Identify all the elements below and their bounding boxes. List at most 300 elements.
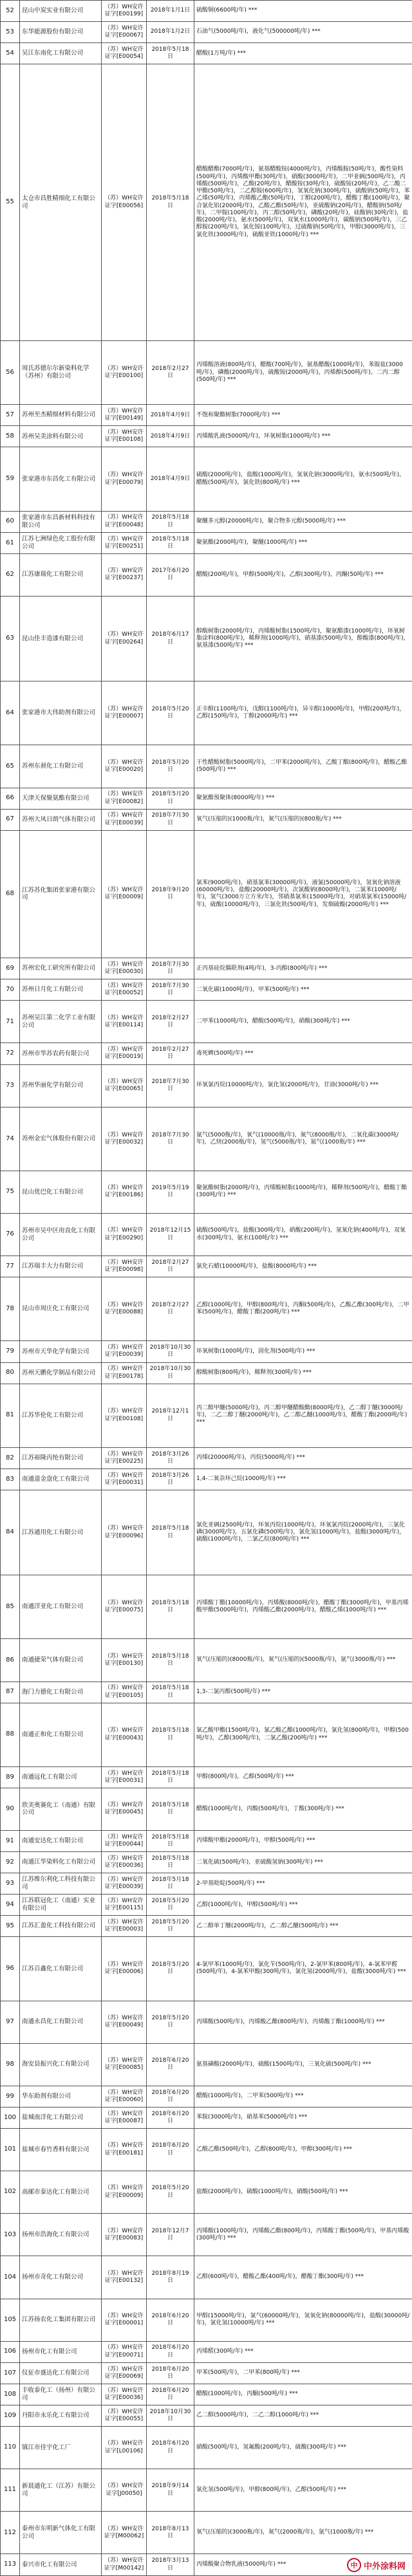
cell-company: 苏州东昶化工有限公司 [20,745,102,788]
cell-company: 南通江华染料化工有限公司 [20,1852,102,1873]
watermark-text: 中外涂料网 [363,2561,406,2571]
cell-company: 张家港市东昌化工有限公司 [20,447,102,511]
cell-no: 75 [1,1171,20,1213]
cell-no: 99 [1,2086,20,2107]
cell-products: 醋酸(1000吨/年)，丙酮(500吨/年) *** [194,2384,412,2405]
cell-products: 丙烯酸溶液(800吨/年)，醋酸(700吨/年)，氨基醋酸(1000吨/年)，苯胺盐(3000吨/年)，磷酸(2000吨/年)，硫酸铵(2000吨/年)，丙烯醇(500吨/年)，二丙二醇(500吨/年) *** [194,341,412,405]
cell-no: 80 [1,1362,20,1384]
cell-company: 海安县振兴化工有限公司 [20,2043,102,2086]
cell-no: 66 [1,788,20,809]
cell-permit: （苏）WH安许证字[E00055] [102,2405,147,2426]
cell-no: 54 [1,43,20,64]
cell-permit: （苏）WH安许证字[E00049] [102,2001,147,2043]
cell-products: 环氧氯丙烷(10000吨/年)，氯化氢(2000吨/年)，甘油(3000吨/年) *** [194,1064,412,1107]
cell-date: 2018年5月20日 [147,788,194,809]
table-row [1,1171,412,1213]
cell-date: 2018年5月18日 [147,1766,194,1788]
cell-products: 乙二醇单丁醚(2000吨/年)，乙二醇乙醚(500吨/年) *** [194,1916,412,1937]
cell-permit: （苏）WH安许证字[E00108] [102,1384,147,1447]
table-row [1,788,412,809]
table-row [1,1,412,22]
cell-products: 醇酸树脂(2000吨/年)，丙烯酸树脂(1500吨/年)，聚氨酯漆(1000吨/年)，环氧树脂涂料(800吨/年)，稀释剂(1000吨/年)，硝基漆(500吨/年)，醇酸漆(800吨/年)，氨基漆(500吨/年) *** [194,596,412,681]
table-row [1,809,412,830]
cell-company: 天津天保聚氨酯有限公司 [20,788,102,809]
cell-no: 64 [1,681,20,745]
cell-no: 78 [1,1277,20,1341]
cell-company: 苏州市吴中区甪直化工有限公司 [20,1214,102,1256]
cell-products: 醋酸(200吨/年)，甲醇(500吨/年)，乙醇(300吨/年)，丙酮(50吨/年) *** [194,553,412,596]
cell-permit: （苏）WH安许证字[E00098] [102,1256,147,1277]
cell-products: 二甲苯(1000吨/年)，醋酸(500吨/年)，硝酸(300吨/年) *** [194,1001,412,1043]
cell-products: 乙醇(1000吨/年)，甲醇(500吨/年) *** [194,1895,412,1916]
table-row [1,1682,412,1703]
cell-products: 甲醇(15000吨/年)，氯气(60000吨/年)，氢氧化钠(80000吨/年)，盐酸(30000吨/年)，氯化氢(10000吨/年) *** [194,2299,412,2341]
table-row [1,2128,412,2171]
table-row [1,1766,412,1788]
cell-permit: （苏）WH安许证字[E00181] [102,2128,147,2171]
cell-no: 100 [1,2107,20,2128]
cell-permit: （苏）WH安许证字[E00006] [102,1937,147,2001]
cell-permit: （苏）WH安许证字[E00039] [102,1873,147,1895]
cell-company: 仪征市盛达化工有限公司 [20,2362,102,2384]
cell-company: 张家港市东昌新材料科技有限公司 [20,511,102,532]
cell-date: 2018年10月30日 [147,2405,194,2426]
cell-permit: （苏）WH安许证字[E00088] [102,1277,147,1341]
cell-company: 南通捷荣气体有限公司 [20,1639,102,1682]
cell-company: 苏州吴江第二化学工业有限公司 [20,1001,102,1043]
cell-date: 2018年5月20日 [147,745,194,788]
cell-company: 江苏扬农化工集团有限公司 [20,2299,102,2341]
cell-no: 96 [1,1937,20,2001]
table-row [1,341,412,405]
cell-company: 泰州市东明新气体化工有限公司 [20,2512,102,2554]
cell-no: 65 [1,745,20,788]
cell-company: 江苏苏化集团张家港有限公司 [20,830,102,958]
cell-no: 59 [1,447,20,511]
cell-date: 2018年12月15日 [147,1214,194,1256]
cell-date: 2018年5月18日 [147,1575,194,1639]
cell-date: 2018年3月26日 [147,1447,194,1469]
cell-company: 丹阳市永乐化工有限公司 [20,2405,102,2426]
cell-date: 2018年2月27日 [147,1001,194,1043]
table-row [1,532,412,553]
cell-no: 58 [1,426,20,447]
cell-company: 南通安达化工有限公司 [20,1831,102,1852]
cell-no: 113 [1,2554,20,2576]
cell-products: 不饱和聚酯树脂(7000吨/年) *** [194,405,412,426]
cell-company: 南通道金盘化工有限公司 [20,1469,102,1490]
cell-date: 2018年5月18日 [147,1682,194,1703]
cell-products: 干性醋酸树脂(5000吨/年)，二甲苯(2000吨/年)，乙酸丁酯(800吨/年)，醋酸乙酯(500吨/年) *** [194,745,412,788]
cell-permit: （苏）WH安许证字[E00149] [102,405,147,426]
cell-no: 57 [1,405,20,426]
cell-date: 2018年1月1日 [147,1,194,22]
cell-date: 2018年5月18日 [147,1788,194,1830]
cell-products: 1,4-二氧杂环己烷(1000吨/年) *** [194,1469,412,1490]
cell-date: 2019年5月19日 [147,1171,194,1213]
cell-date: 2018年5月18日 [147,1490,194,1575]
table-row [1,1064,412,1107]
table-row [1,1447,412,1469]
cell-company: 张家港市大伟助剂有限公司 [20,681,102,745]
cell-permit: （苏）WH安许证字[E00036] [102,2384,147,2405]
cell-no: 73 [1,1064,20,1107]
cell-no: 63 [1,596,20,681]
cell-date: 2018年5月18日 [147,511,194,532]
cell-no: 84 [1,1490,20,1575]
cell-products: 石油气(5000吨/年)，液化气(500000吨/年) *** [194,22,412,43]
cell-company: 苏州市天华化学有限公司 [20,1341,102,1362]
table-row [1,1788,412,1830]
cell-company: 丰收泰化工（扬州）有限公司 [20,2384,102,2405]
cell-products: 氯苯(9000吨/年)，硝基氯苯(30000吨/年)，液氯(50000吨/年)，氢氧化钠溶液(60000吨/年)，盐酸(20000吨/年)，次氯酸钠(8000吨/年)，二氯苯(1000吨/年)，氢气(3000万立方米/年)，邻硝基氯苯(15000吨/年)，对硝基氯苯(15000吨/年)，硫酸(10000吨/年)，三氯化铁(500吨/年)，发烟硫酸(2000吨/年) *** [194,830,412,958]
cell-no: 91 [1,1831,20,1852]
cell-permit: （苏）WH安许证字[E00007] [102,681,147,745]
cell-company: 昆山佳丰造漆有限公司 [20,596,102,681]
cell-no: 107 [1,2362,20,2384]
cell-company: 南通永昌化工有限公司 [20,2001,102,2043]
table-row [1,2469,412,2512]
cell-permit: （苏）WH安许证字[L00106] [102,2426,147,2469]
cell-no: 76 [1,1214,20,1256]
cell-permit: （苏）WH安许证字[E00065] [102,1064,147,1107]
cell-date: 2018年7月30日 [147,809,194,830]
table-row [1,2341,412,2362]
cell-permit: （苏）WH安许证字[E00043] [102,1703,147,1766]
cell-permit: （苏）WH安许证字[E00009] [102,830,147,958]
cell-no: 88 [1,1703,20,1766]
table-row [1,958,412,979]
cell-permit: （苏）WH安许证字[E00075] [102,1575,147,1639]
cell-date: 2018年6月20日 [147,2043,194,2086]
cell-products: 丙烯醛(300吨/年) *** [194,2341,412,2362]
cell-date: 2018年8月19日 [147,2256,194,2299]
cell-date: 2018年5月18日 [147,43,194,64]
cell-date: 2018年12月1日 [147,1384,194,1447]
cell-no: 85 [1,1575,20,1639]
cell-no: 83 [1,1469,20,1490]
cell-permit: （苏）WH安许证字[E00251] [102,532,147,553]
cell-permit: （苏）WH安许证字[E00132] [102,2256,147,2299]
cell-date: 2018年2月27日 [147,341,194,405]
table-row [1,2001,412,2043]
cell-no: 108 [1,2384,20,2405]
cell-company: 江苏维尔利化工科技有限公司 [20,1873,102,1895]
cell-date: 2018年6月17日 [147,596,194,681]
cell-date: 2018年4月9日 [147,405,194,426]
cell-permit: （苏）WH安许证字[E00056] [102,64,147,341]
table-row [1,1043,412,1064]
cell-company: 海门力德化工有限公司 [20,1682,102,1703]
cell-company: 江苏百鑫化工有限公司 [20,1937,102,2001]
cell-company: 太仓市昌胜精细化工有限公司 [20,64,102,341]
cell-company: 苏州日月化工有限公司 [20,979,102,1001]
table-row [1,2384,412,2405]
table-row [1,2086,412,2107]
cell-date: 2018年3月26日 [147,1469,194,1490]
cell-company: 泰兴市化工有限公司 [20,2554,102,2576]
cell-products: 醋酸醋酯(7000吨/年)，氨基醋酸铵(4000吨/年)，丙烯酸胺(50吨/年)，酸性染料(500吨/年)，丙烯酸甲酯(30吨/年)，硝酸(3000吨/年)，二甲亚砜(500吨/年)，丙烯酸(500吨/年)，乙酸(20吨/年)，醋酸铵(30吨/年)，硫酸铵(20吨/年)，乙二酸二甲酯(50吨/年)，二乙醇胺(600吨/年)，氢氧化钠(300吨/年)，硫酸钠(50吨/年)，苯乙烯(50吨/年)，丙烯酸乙酯(50吨/年)，丁醇(200吨/年)，醋酸丁酯(100吨/年)，聚合氯化铝(2000吨/年)，乙酸乙酯(50吨/年)，亚硫酸钠(20吨/年)，醋酸钠(50吨/年)，二甲胺(100吨/年)，丙二醇(50吨/年)，磷酸(20吨/年)，硅酸钠(30吨/年)，盐酸(2000吨/年)，氨水(500吨/年)，双氧水(1000吨/年)，碳酸钠(500吨/年)，三乙醇胺(200吨/年)，氯化铵(100吨/年)，过硫酸钠(50吨/年)，甲醇(3000吨/年)，三氯化铁(3000吨/年)，硫酸亚铁(1000吨/年) *** [194,64,412,341]
cell-no: 56 [1,341,20,405]
cell-no: 106 [1,2341,20,2362]
table-row [1,1639,412,1682]
table-row [1,1362,412,1384]
cell-no: 86 [1,1639,20,1682]
cell-date: 2018年10月30日 [147,1341,194,1362]
cell-date: 2018年5月18日 [147,1873,194,1895]
cell-company: 盐城南洋化工有限公司 [20,2107,102,2128]
cell-no: 67 [1,809,20,830]
table-row [1,2512,412,2554]
table-row [1,405,412,426]
table-row [1,830,412,958]
cell-no: 98 [1,2043,20,2086]
cell-no: 70 [1,979,20,1001]
cell-date: 2018年6月20日 [147,2362,194,2384]
table-row [1,553,412,596]
table-row [1,2405,412,2426]
cell-permit: （苏）WH安许证字[E00114] [102,1001,147,1043]
table-row [1,1873,412,1895]
cell-date: 2018年5月18日 [147,532,194,553]
cell-no: 93 [1,1873,20,1895]
cell-permit: （苏）WH安许证字[E00071] [102,2341,147,2362]
cell-permit: （苏）WH安许证字[E00115] [102,1895,147,1916]
cell-products: 正丙基硅烷偶联剂(4吨/年)，3-丙醇(800吨/年) *** [194,958,412,979]
cell-products: 盐酸(2000吨/年)，硫酸(1000吨/年)，硝酸(500吨/年) *** [194,2171,412,2214]
cell-company: 苏州大凤日朗气体有限公司 [20,809,102,830]
cell-company: 高邮市泰达化工有限公司 [20,2171,102,2214]
cell-company: 昆山市周庄化工有限公司 [20,1277,102,1341]
cell-date: 2017年6月20日 [147,553,194,596]
cell-products: 醋酸(1000吨/年)，丙酸(500吨/年)，丁酸(300吨/年) *** [194,1788,412,1830]
cell-products: 丙二醇甲醚(5000吨/年)，丙二醇甲醚醋酸酯(8000吨/年)，乙二醇丁醚(3000吨/年)，二乙二醇丁醚(2000吨/年)，乙二醇乙醚(1000吨/年)，醋酸丁酯(2000吨/年) *** [194,1384,412,1447]
cell-products: 氧气(压缩的)(8000瓶/年)，氮气(压缩的)(5000瓶/年)，氩气(3000瓶/年) *** [194,1639,412,1682]
cell-date: 2018年7月30日 [147,958,194,979]
table-row [1,1916,412,1937]
cell-company: 南通洋亚化工有限公司 [20,1575,102,1639]
cell-company: 华东助剂有限公司 [20,2086,102,2107]
table-row [1,2214,412,2256]
cell-no: 102 [1,2171,20,2214]
cell-no: 82 [1,1447,20,1469]
cell-products: 正辛醇(1100吨/年)，戊醇(1100吨/年)，异辛醇(1000吨/年)，甲醇(200吨/年)，乙醇(150吨/年)，丁醇(2000吨/年) *** [194,681,412,745]
cell-products: 丙烯酸乳液(5000吨/年)，环氧树脂(1000吨/年) *** [194,426,412,447]
cell-date: 2018年4月9日 [147,426,194,447]
cell-products: 二氧化碳(1000吨/年)，甲苯(500吨/年) *** [194,979,412,1001]
cell-no: 61 [1,532,20,553]
cell-no: 71 [1,1001,20,1043]
cell-permit: （苏）WH安许证字[E00031] [102,1766,147,1788]
cell-date: 2018年5月20日 [147,1937,194,2001]
cell-permit: （苏）WH安许证字[E00048] [102,511,147,532]
cell-company: 江苏汇盈化工科技有限公司 [20,1916,102,1937]
cell-products: 丙烯酸聚合物乳液(5000吨/年) *** [194,2554,412,2576]
cell-company: 苏州市华苏农药有限公司 [20,1043,102,1064]
cell-date: 2018年2月27日 [147,1256,194,1277]
site-logo-icon: 中 [347,2558,361,2572]
table-row [1,2426,412,2469]
cell-date: 2018年2月27日 [147,1277,194,1341]
cell-permit: （苏）WH安许证字[E00019] [102,1043,147,1064]
cell-company: 东华能源股份有限公司 [20,22,102,43]
cell-no: 109 [1,2405,20,2426]
cell-company: 江苏七洲绿色化工股份有限公司 [20,532,102,553]
cell-date: 2018年3月13日 [147,2554,194,2576]
cell-company: 南通正和化工有限公司 [20,1703,102,1766]
cell-permit: （苏）WH安许证字[E00178] [102,1362,147,1384]
cell-products: 乙醇(1000吨/年)，甲醇(800吨/年)，丙酮(500吨/年)，乙酸乙酯(300吨/年)，二甲苯(500吨/年)，醋酸丁酯(200吨/年) *** [194,1277,412,1341]
cell-permit: （苏）WH安许证字[E00237] [102,553,147,596]
cell-products: 2-甲基吡啶(500吨/年) *** [194,1873,412,1895]
cell-products: 醇酸树脂(800吨/年)，稀释剂(300吨/年) *** [194,1362,412,1384]
cell-date: 2018年2月27日 [147,1043,194,1064]
cell-permit: （苏）WH安许证字[E00085] [102,2043,147,2086]
cell-permit: （苏）WH安许证字[E00060] [102,2086,147,2107]
cell-permit: （苏）WH安许证字[E00009] [102,2171,147,2214]
cell-products: 环氧树脂(1000吨/年)，固化剂(500吨/年) *** [194,1341,412,1362]
table-row [1,979,412,1001]
cell-products: 硫酸(2000吨/年)，盐酸(1000吨/年)，氢氧化钠(3000吨/年)，氨水(500吨/年)，醋酸(500吨/年)，氯化铁(800吨/年) *** [194,447,412,511]
table-row [1,1937,412,2001]
cell-no: 92 [1,1852,20,1873]
cell-date: 2018年7月30日 [147,979,194,1001]
cell-permit: （苏）WH安许证字[E00031] [102,1469,147,1490]
cell-permit: （苏）WH安许证字[E00069] [102,2362,147,2384]
cell-date: 2018年12月7日 [147,2214,194,2256]
cell-permit: （苏）WH安许证字[E00001] [102,2299,147,2341]
cell-company: 江苏裕隆丙纶有限公司 [20,1447,102,1469]
cell-no: 95 [1,1916,20,1937]
cell-date: 2018年7月30日 [147,1064,194,1107]
cell-permit: （苏）WH安许证字[E00186] [102,1171,147,1213]
cell-no: 81 [1,1384,20,1447]
table-row [1,596,412,681]
cell-permit: （苏）WH安许证字[E00083] [102,2214,147,2256]
cell-permit: （苏）WH安许证字[E00225] [102,1447,147,1469]
cell-date: 2018年5月20日 [147,2001,194,2043]
cell-products: 丙烯酸丁酯(10000吨/年)，丙烯酸(8000吨/年)，醋酸丁酯(3000吨/年)，甲基丙烯酸甲酯(5000吨/年)，丙烯酸乙酯(2000吨/年)，醋酸乙烯(1000吨/年) *** [194,1575,412,1639]
cell-permit: （苏）WH安许证字[E00032] [102,1107,147,1171]
cell-date: 2018年5月18日 [147,64,194,341]
cell-products: 氯化氢(500吨/年)，甲醇(800吨/年)，乙醇(500吨/年) *** [194,2469,412,2512]
cell-company: 镇江市佳宇化工厂 [20,2426,102,2469]
cell-date: 2018年5月18日 [147,1639,194,1682]
cell-company: 苏州吴美涂料有限公司 [20,426,102,447]
cell-company: 周氏苏德尔尔新染料化学（苏州）有限公司 [20,341,102,405]
cell-date: 2018年5月20日 [147,1916,194,1937]
cell-no: 74 [1,1107,20,1171]
table-row [1,2362,412,2384]
table-row [1,1469,412,1490]
cell-no: 62 [1,553,20,596]
permit-table-body [1,1,412,2576]
cell-permit: （苏）WH安许证字[E00054] [102,43,147,64]
table-row [1,2299,412,2341]
cell-no: 77 [1,1256,20,1277]
cell-products: 丙烯酸(500吨/年)，丙烯酸乙酯(800吨/年)，丙烯酸丁酯(1000吨/年) *** [194,2001,412,2043]
cell-no: 103 [1,2214,20,2256]
cell-no: 105 [1,2299,20,2341]
cell-company: 江苏康瑞化工有限公司 [20,553,102,596]
cell-permit: （苏）WH安许证字[E00087] [102,2107,147,2128]
cell-products: 毒死蜱(500吨/年) *** [194,1043,412,1064]
cell-products: 氨基磺酸(2000吨/年)，硫酸(1500吨/年)，三氧化硫(500吨/年) *** [194,2043,412,2086]
cell-products: 硫酸铜(6600吨/年) *** [194,1,412,22]
cell-company: 苏州宏化工研究所有限公司 [20,958,102,979]
cell-permit: （苏）WH安许证字[E00039] [102,1341,147,1362]
cell-no: 101 [1,2128,20,2171]
table-row [1,43,412,64]
cell-date: 2018年5月18日 [147,1831,194,1852]
cell-company: 苏州至杰精细材料有限公司 [20,405,102,426]
cell-no: 94 [1,1895,20,1916]
cell-date: 2018年9月20日 [147,830,194,958]
cell-company: 吴江东南化工有限公司 [20,43,102,64]
cell-permit: （苏）WH安许证字[J00050] [102,2469,147,2512]
cell-no: 87 [1,1682,20,1703]
cell-permit: （苏）WH安许证字[E00096] [102,1490,147,1575]
cell-permit: （苏）WH安许证字[E00082] [102,788,147,809]
table-row [1,511,412,532]
cell-products: 丙烯酸甲酯(2000吨/年)，甲醇(500吨/年) *** [194,1831,412,1852]
table-row [1,426,412,447]
table-row [1,1384,412,1447]
cell-permit: （苏）WH安许证字[E00052] [102,979,147,1001]
table-row [1,1575,412,1639]
table-row [1,681,412,745]
cell-permit: （苏）WH安许证字[E00105] [102,1682,147,1703]
cell-date: 2018年10月30日 [147,1362,194,1384]
cell-no: 79 [1,1341,20,1362]
cell-company: 苏州天鹏化学制品有限公司 [20,1362,102,1384]
cell-products: 聚氨酯(2000吨/年)，聚醚(1000吨/年) *** [194,532,412,553]
table-row [1,447,412,511]
table-row [1,1277,412,1341]
cell-permit: （苏）WH安许证字[E00290] [102,1214,147,1256]
cell-no: 89 [1,1766,20,1788]
cell-permit: （苏）WH安许证字[E00003] [102,1916,147,1937]
cell-date: 2018年5月20日 [147,681,194,745]
cell-permit: （苏）WH安许证字[E00079] [102,447,147,511]
cell-permit: （苏）WH安许证字[E00067] [102,22,147,43]
cell-products: 乙二醇(5000吨/年)，二乙二醇(1000吨/年) *** [194,2405,412,2426]
cell-no: 72 [1,1043,20,1064]
cell-products: 甲苯(500吨/年)，二甲苯(800吨/年) *** [194,2362,412,2384]
table-row [1,2171,412,2214]
cell-company: 江苏瑞丰大力有限公司 [20,1256,102,1277]
table-row [1,1852,412,1873]
cell-products: 氧气(压缩的)(3000瓶/年)，氮气(2000瓶/年)，氩气(1000瓶/年) *** [194,2512,412,2554]
cell-no: 111 [1,2469,20,2512]
cell-no: 55 [1,64,20,341]
cell-date: 2018年7月30日 [147,1107,194,1171]
cell-company: 扬州市化工有限公司 [20,2341,102,2362]
cell-permit: （苏）WH安许证字[E00030] [102,958,147,979]
cell-products: 氯乙酸甲酯(1500吨/年)，氯乙酸乙酯(1000吨/年)，氯化氢(800吨/年)，甲醇(500吨/年)，乙醇(300吨/年)，二氯乙酸(200吨/年) *** [194,1703,412,1766]
cell-products: 醋酸(1万吨/年) *** [194,43,412,64]
cell-no: 97 [1,2001,20,2043]
cell-company: 昆山中炭实业有限公司 [20,1,102,22]
cell-products: 丙烯(20000吨/年)，丙烷(5000吨/年) *** [194,1447,412,1469]
cell-permit: （苏）WH安许证字[E00264] [102,596,147,681]
table-row [1,1703,412,1766]
cell-permit: （苏）WH安许证字[E00100] [102,341,147,405]
table-row [1,1107,412,1171]
cell-products: 聚醚多元醇(20000吨/年)，聚合物多元醇(5000吨/年) *** [194,511,412,532]
cell-permit: （苏）WH安许证字[E00044] [102,1831,147,1852]
cell-no: 110 [1,2426,20,2469]
